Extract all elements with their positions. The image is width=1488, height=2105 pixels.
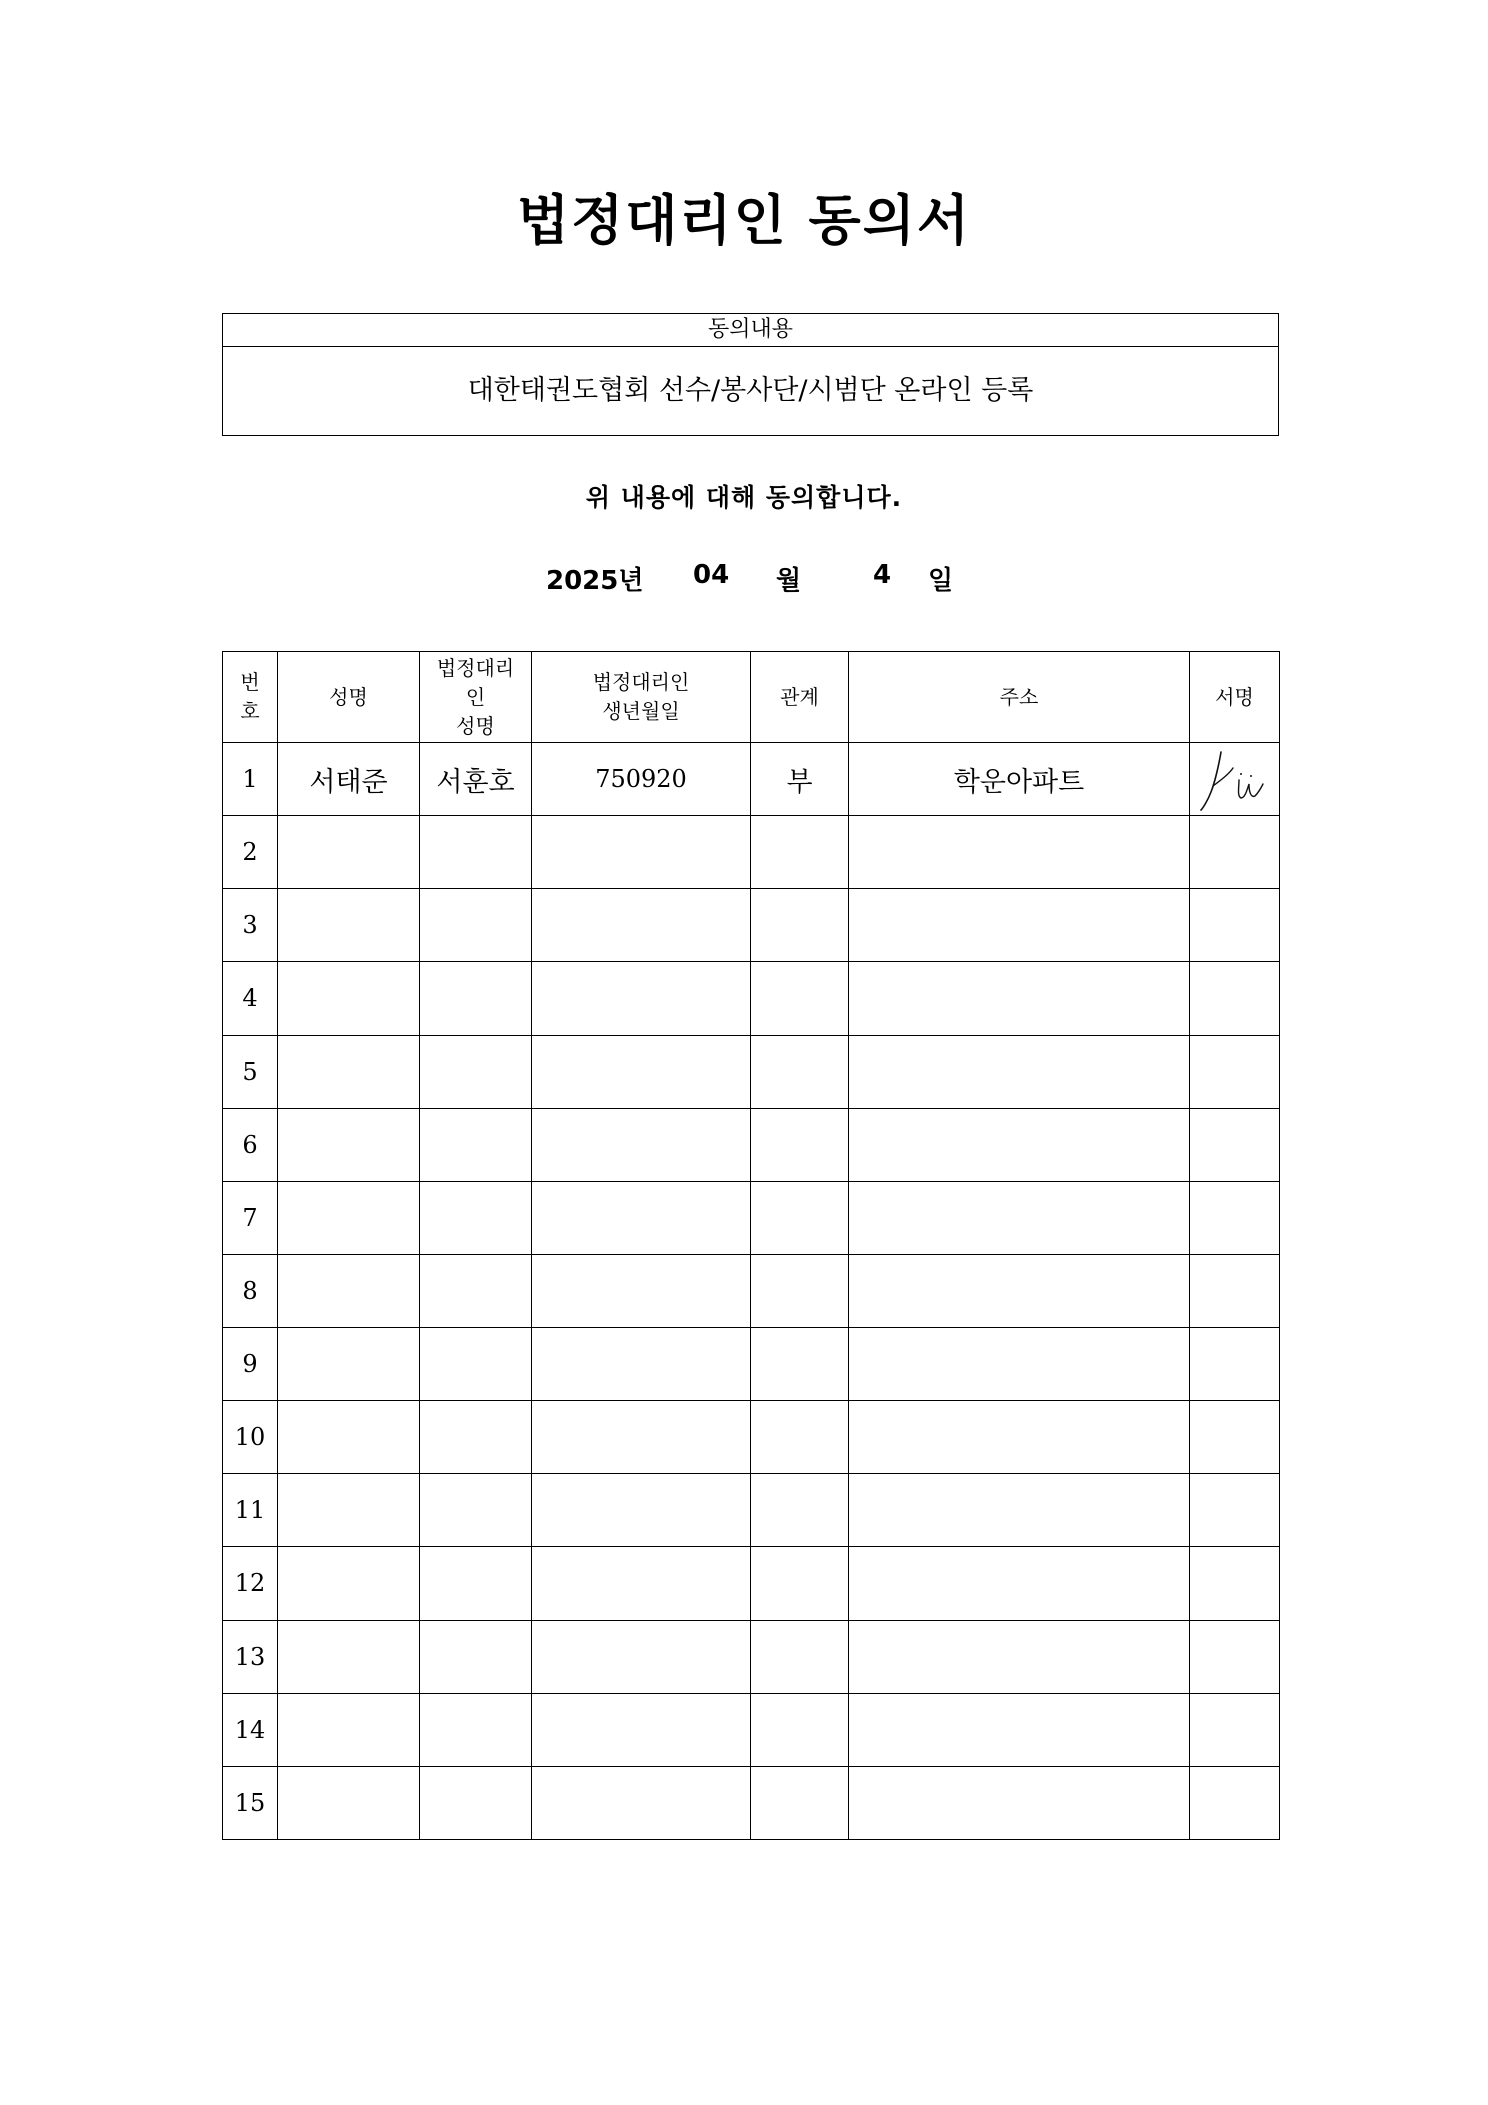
table-row xyxy=(223,1254,1280,1327)
table-row xyxy=(223,1328,1280,1401)
cell-address xyxy=(849,1693,1190,1766)
cell-number: 1 xyxy=(223,743,278,816)
header-number: 번 호 xyxy=(223,652,278,743)
cell-relation xyxy=(751,962,849,1035)
cell-address xyxy=(849,962,1190,1035)
cell-number: 3 xyxy=(223,889,278,962)
cell-name xyxy=(278,889,420,962)
cell-guardian-birth xyxy=(532,1474,751,1547)
cell-relation xyxy=(751,1254,849,1327)
cell-name xyxy=(278,1035,420,1108)
cell-signature xyxy=(1190,1181,1280,1254)
cell-guardian-birth xyxy=(532,1035,751,1108)
table-row xyxy=(223,743,1280,816)
cell-relation xyxy=(751,816,849,889)
date-month: 04 xyxy=(693,560,730,590)
cell-name xyxy=(278,1766,420,1839)
cell-signature xyxy=(1190,889,1280,962)
cell-number: 12 xyxy=(223,1547,278,1620)
table-row xyxy=(223,962,1280,1035)
cell-relation xyxy=(751,1401,849,1474)
cell-guardian-name xyxy=(420,1328,532,1401)
cell-signature xyxy=(1190,1035,1280,1108)
cell-number: 4 xyxy=(223,962,278,1035)
cell-signature xyxy=(1190,1693,1280,1766)
cell-number: 8 xyxy=(223,1254,278,1327)
cell-guardian-birth xyxy=(532,1328,751,1401)
cell-signature xyxy=(1190,1254,1280,1327)
cell-name xyxy=(278,1181,420,1254)
cell-signature xyxy=(1190,743,1280,816)
cell-address xyxy=(849,1401,1190,1474)
cell-guardian-name xyxy=(420,1474,532,1547)
cell-guardian-birth xyxy=(532,889,751,962)
cell-number: 2 xyxy=(223,816,278,889)
cell-number: 6 xyxy=(223,1108,278,1181)
registrant-table xyxy=(222,651,1280,1840)
header-relation: 관계 xyxy=(751,652,849,743)
cell-address xyxy=(849,816,1190,889)
cell-number: 7 xyxy=(223,1181,278,1254)
table-row xyxy=(223,1766,1280,1839)
consent-statement: 위 내용에 대해 동의합니다. xyxy=(585,483,903,512)
cell-name xyxy=(278,816,420,889)
cell-address xyxy=(849,1328,1190,1401)
cell-signature xyxy=(1190,1474,1280,1547)
cell-relation xyxy=(751,1620,849,1693)
cell-guardian-name xyxy=(420,1693,532,1766)
cell-number: 15 xyxy=(223,1766,278,1839)
cell-relation xyxy=(751,1693,849,1766)
cell-name xyxy=(278,1693,420,1766)
table-header-row xyxy=(223,652,1280,743)
cell-name xyxy=(278,1547,420,1620)
cell-guardian-name xyxy=(420,889,532,962)
cell-guardian-name xyxy=(420,1181,532,1254)
cell-guardian-name xyxy=(420,1401,532,1474)
header-signature: 서명 xyxy=(1190,652,1280,743)
cell-address xyxy=(849,1547,1190,1620)
cell-guardian-birth xyxy=(532,1401,751,1474)
table-row xyxy=(223,1035,1280,1108)
cell-relation xyxy=(751,1181,849,1254)
cell-signature xyxy=(1190,1401,1280,1474)
cell-guardian-name xyxy=(420,816,532,889)
header-address: 주소 xyxy=(849,652,1190,743)
table-row xyxy=(223,1474,1280,1547)
header-guardian-name: 법정대리 인 성명 xyxy=(420,652,532,743)
cell-number: 9 xyxy=(223,1328,278,1401)
header-guardian-birth: 법정대리인 생년월일 xyxy=(532,652,751,743)
cell-guardian-birth xyxy=(532,962,751,1035)
cell-relation xyxy=(751,1108,849,1181)
cell-relation xyxy=(751,1547,849,1620)
table-row xyxy=(223,1547,1280,1620)
table-row xyxy=(223,889,1280,962)
cell-guardian-name xyxy=(420,1108,532,1181)
table-row xyxy=(223,1181,1280,1254)
consent-body: 대한태권도협회 선수/봉사단/시범단 온라인 등록 xyxy=(467,375,1034,406)
cell-signature xyxy=(1190,1620,1280,1693)
cell-guardian-birth xyxy=(532,1620,751,1693)
cell-signature xyxy=(1190,1328,1280,1401)
cell-name xyxy=(278,1401,420,1474)
cell-number: 5 xyxy=(223,1035,278,1108)
cell-guardian-birth xyxy=(532,1181,751,1254)
cell-signature xyxy=(1190,816,1280,889)
cell-guardian-name xyxy=(420,1547,532,1620)
table-row xyxy=(223,1108,1280,1181)
cell-guardian-name xyxy=(420,1035,532,1108)
cell-relation: 부 xyxy=(751,743,849,816)
cell-guardian-birth xyxy=(532,1108,751,1181)
cell-name: 서태준 xyxy=(278,743,420,816)
cell-guardian-birth xyxy=(532,1766,751,1839)
cell-guardian-birth xyxy=(532,816,751,889)
cell-number: 10 xyxy=(223,1401,278,1474)
header-name: 성명 xyxy=(278,652,420,743)
cell-name xyxy=(278,1328,420,1401)
cell-address xyxy=(849,1620,1190,1693)
cell-name xyxy=(278,1474,420,1547)
cell-relation xyxy=(751,1766,849,1839)
cell-relation xyxy=(751,1328,849,1401)
cell-guardian-name xyxy=(420,962,532,1035)
cell-guardian-birth xyxy=(532,1693,751,1766)
cell-guardian-name xyxy=(420,1254,532,1327)
cell-guardian-birth xyxy=(532,1254,751,1327)
date-month-unit: 월 xyxy=(776,566,802,596)
cell-address xyxy=(849,1766,1190,1839)
cell-address: 학운아파트 xyxy=(849,743,1190,816)
date-day-unit: 일 xyxy=(928,566,954,596)
cell-name xyxy=(278,1108,420,1181)
cell-relation xyxy=(751,1035,849,1108)
cell-signature xyxy=(1190,962,1280,1035)
cell-signature xyxy=(1190,1108,1280,1181)
table-row xyxy=(223,1620,1280,1693)
cell-address xyxy=(849,1474,1190,1547)
cell-number: 14 xyxy=(223,1693,278,1766)
cell-name xyxy=(278,962,420,1035)
cell-signature xyxy=(1190,1547,1280,1620)
cell-guardian-birth: 750920 xyxy=(532,743,751,816)
table-row xyxy=(223,1401,1280,1474)
cell-name xyxy=(278,1620,420,1693)
date-day: 4 xyxy=(873,560,892,590)
date-year: 2025년 xyxy=(546,566,644,596)
cell-relation xyxy=(751,1474,849,1547)
cell-number: 11 xyxy=(223,1474,278,1547)
cell-guardian-name xyxy=(420,1620,532,1693)
cell-name xyxy=(278,1254,420,1327)
cell-address xyxy=(849,1035,1190,1108)
cell-address xyxy=(849,1254,1190,1327)
cell-guardian-name xyxy=(420,1766,532,1839)
cell-signature xyxy=(1190,1766,1280,1839)
table-row xyxy=(223,1693,1280,1766)
cell-guardian-birth xyxy=(532,1547,751,1620)
consent-content-box xyxy=(222,313,1279,436)
cell-address xyxy=(849,1108,1190,1181)
cell-relation xyxy=(751,889,849,962)
cell-address xyxy=(849,889,1190,962)
cell-guardian-name: 서훈호 xyxy=(420,743,532,816)
handwritten-signature xyxy=(1195,744,1275,814)
cell-address xyxy=(849,1181,1190,1254)
document-title: 법정대리인 동의서 xyxy=(516,189,972,252)
table-row xyxy=(223,816,1280,889)
consent-header: 동의내용 xyxy=(223,314,1278,347)
cell-number: 13 xyxy=(223,1620,278,1693)
